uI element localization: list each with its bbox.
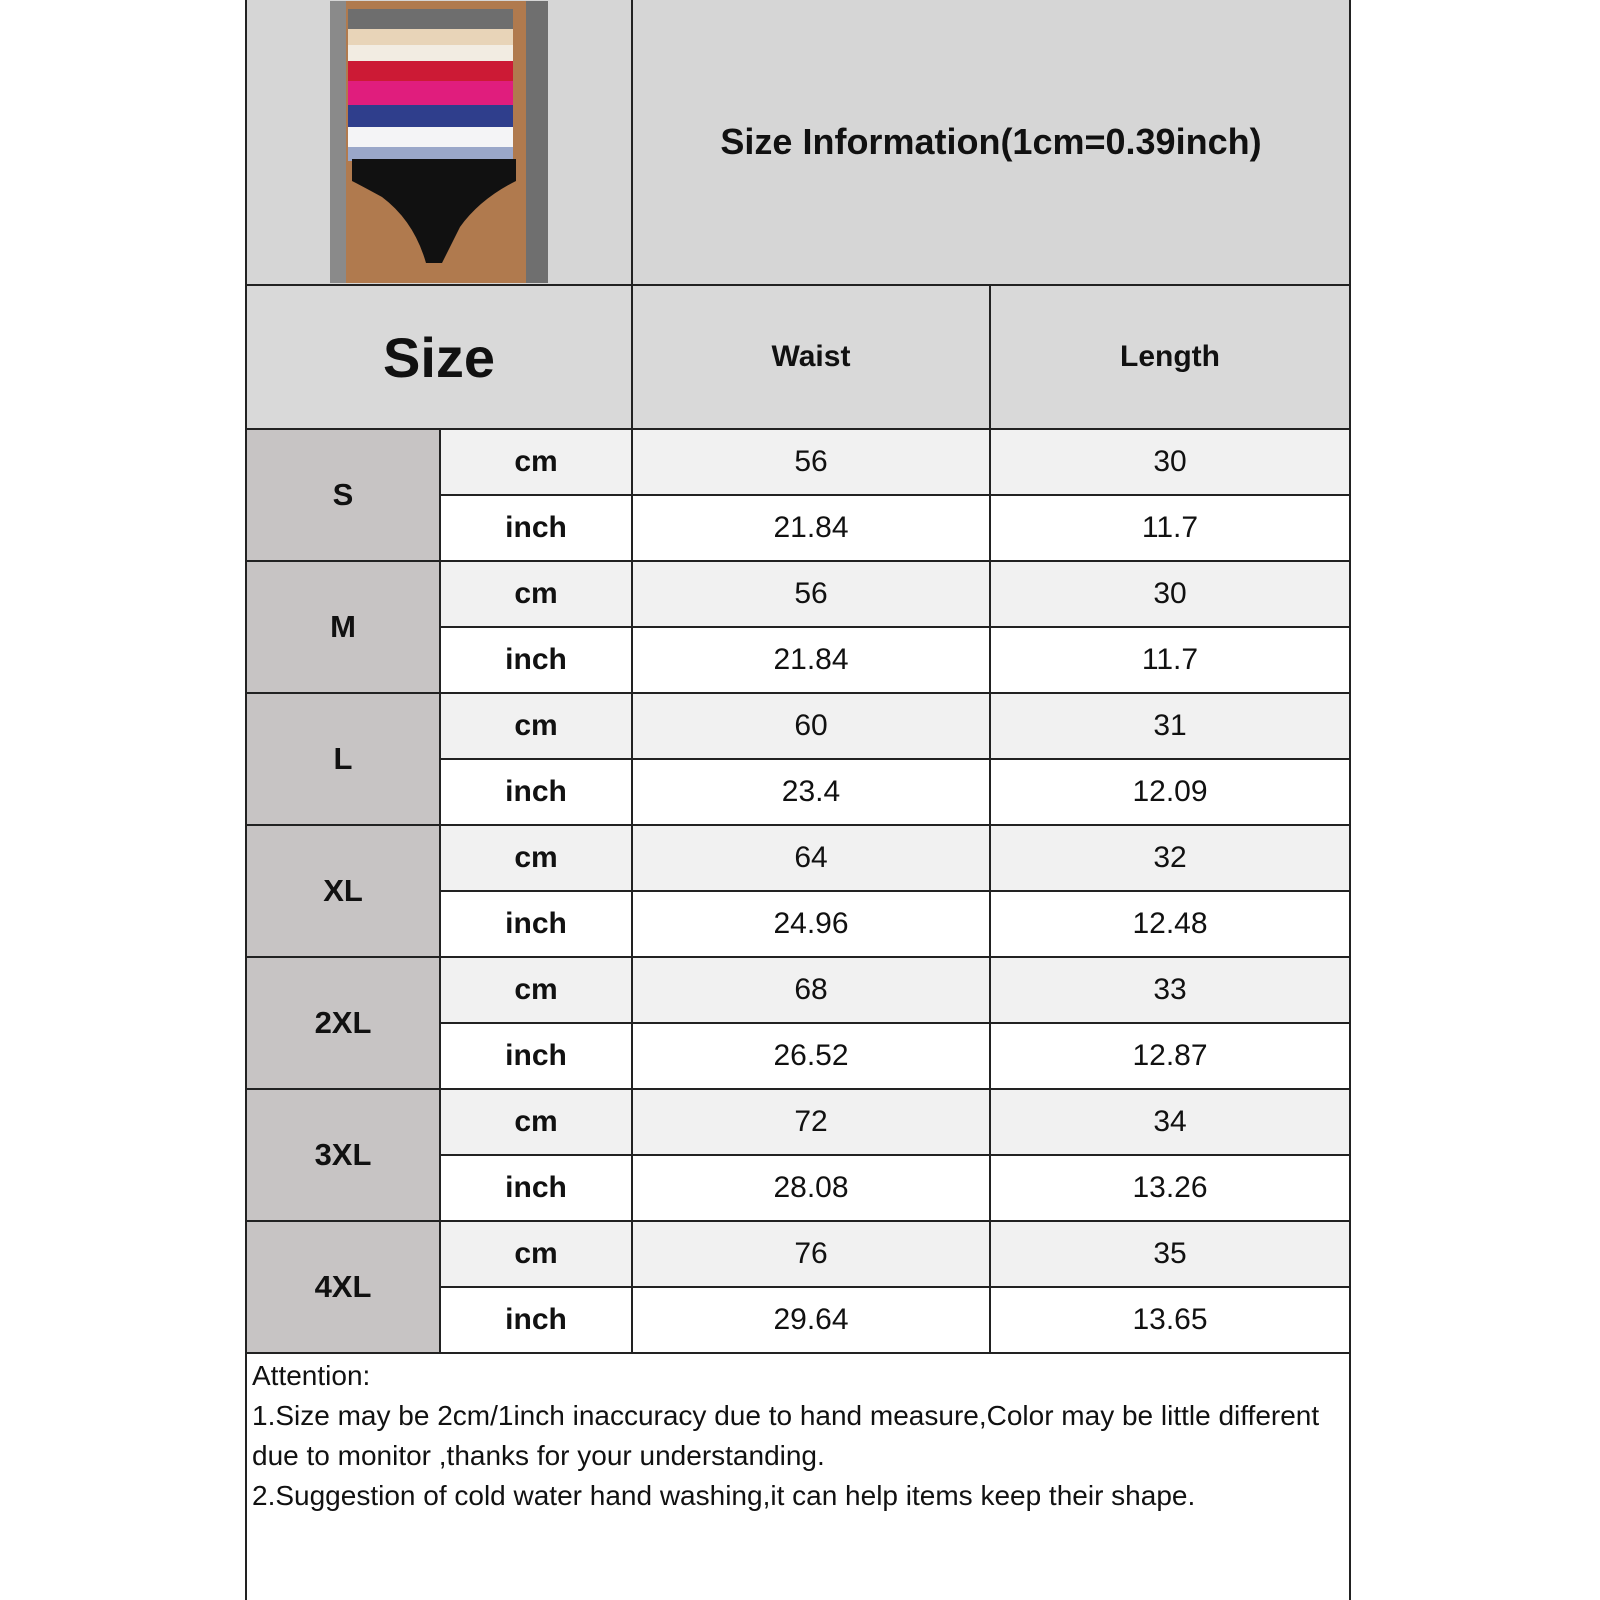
waist-header-label: Waist bbox=[771, 340, 851, 373]
length-cell: 11.7 bbox=[991, 496, 1349, 562]
table-row bbox=[441, 562, 1349, 628]
length-cell: 12.09 bbox=[991, 760, 1349, 826]
length-cell: 31 bbox=[991, 694, 1349, 760]
table-row bbox=[441, 1156, 1349, 1222]
table-row bbox=[441, 1024, 1349, 1090]
waist-cell: 56 bbox=[633, 430, 991, 496]
unit-cell: inch bbox=[441, 496, 633, 562]
table-row bbox=[441, 1222, 1349, 1288]
length-cell: 33 bbox=[991, 958, 1349, 1024]
table-row bbox=[441, 760, 1349, 826]
notes-heading: Attention: bbox=[252, 1360, 371, 1391]
title-cell bbox=[633, 0, 1349, 286]
unit-cell: inch bbox=[441, 892, 633, 958]
unit-cell: inch bbox=[441, 760, 633, 826]
waist-cell: 28.08 bbox=[633, 1156, 991, 1222]
length-header bbox=[991, 286, 1349, 430]
waist-cell: 26.52 bbox=[633, 1024, 991, 1090]
size-label: 3XL bbox=[247, 1090, 441, 1222]
length-cell: 30 bbox=[991, 430, 1349, 496]
size-group-3xl bbox=[247, 1090, 1349, 1222]
size-group-s bbox=[247, 430, 1349, 562]
table-row bbox=[441, 694, 1349, 760]
waist-header bbox=[633, 286, 991, 430]
unit-cell: cm bbox=[441, 1090, 633, 1156]
unit-cell: inch bbox=[441, 1288, 633, 1354]
size-chart bbox=[245, 0, 1351, 1600]
size-group-m bbox=[247, 562, 1349, 694]
waist-cell: 64 bbox=[633, 826, 991, 892]
product-photo bbox=[330, 1, 548, 283]
waist-cell: 60 bbox=[633, 694, 991, 760]
table-row bbox=[441, 1090, 1349, 1156]
size-group-2xl bbox=[247, 958, 1349, 1090]
size-label: 4XL bbox=[247, 1222, 441, 1354]
table-row bbox=[441, 1288, 1349, 1354]
chart-title: Size Information(1cm=0.39inch) bbox=[720, 121, 1262, 162]
unit-cell: cm bbox=[441, 1222, 633, 1288]
size-group-l bbox=[247, 694, 1349, 826]
waist-cell: 24.96 bbox=[633, 892, 991, 958]
size-label: L bbox=[247, 694, 441, 826]
unit-cell: cm bbox=[441, 430, 633, 496]
size-label: M bbox=[247, 562, 441, 694]
table-row bbox=[441, 496, 1349, 562]
waist-cell: 56 bbox=[633, 562, 991, 628]
length-cell: 12.87 bbox=[991, 1024, 1349, 1090]
notes-line-1: 1.Size may be 2cm/1inch inaccuracy due to hand measure,Color may be little different due to monitor ,thanks for your understanding. bbox=[252, 1400, 1320, 1471]
waist-cell: 72 bbox=[633, 1090, 991, 1156]
unit-cell: inch bbox=[441, 1024, 633, 1090]
table-row bbox=[441, 958, 1349, 1024]
size-header bbox=[247, 286, 633, 430]
waist-cell: 29.64 bbox=[633, 1288, 991, 1354]
waist-cell: 23.4 bbox=[633, 760, 991, 826]
table-row bbox=[441, 430, 1349, 496]
length-cell: 11.7 bbox=[991, 628, 1349, 694]
size-label: S bbox=[247, 430, 441, 562]
size-header-label: Size bbox=[382, 325, 496, 389]
size-label: XL bbox=[247, 826, 441, 958]
waist-cell: 21.84 bbox=[633, 496, 991, 562]
length-cell: 12.48 bbox=[991, 892, 1349, 958]
unit-cell: cm bbox=[441, 562, 633, 628]
waist-cell: 68 bbox=[633, 958, 991, 1024]
length-cell: 34 bbox=[991, 1090, 1349, 1156]
size-label: 2XL bbox=[247, 958, 441, 1090]
unit-cell: cm bbox=[441, 694, 633, 760]
table-row bbox=[441, 892, 1349, 958]
size-group-4xl bbox=[247, 1222, 1349, 1354]
length-cell: 32 bbox=[991, 826, 1349, 892]
unit-cell: cm bbox=[441, 958, 633, 1024]
table-row bbox=[441, 628, 1349, 694]
size-rows bbox=[247, 430, 1349, 1354]
length-cell: 13.26 bbox=[991, 1156, 1349, 1222]
length-cell: 30 bbox=[991, 562, 1349, 628]
waist-cell: 76 bbox=[633, 1222, 991, 1288]
size-group-xl bbox=[247, 826, 1349, 958]
table-row bbox=[441, 826, 1349, 892]
length-cell: 13.65 bbox=[991, 1288, 1349, 1354]
unit-cell: inch bbox=[441, 628, 633, 694]
length-cell: 35 bbox=[991, 1222, 1349, 1288]
notes-line-2: 2.Suggestion of cold water hand washing,it can help items keep their shape. bbox=[252, 1480, 1196, 1511]
waist-cell: 21.84 bbox=[633, 628, 991, 694]
unit-cell: inch bbox=[441, 1156, 633, 1222]
length-header-label: Length bbox=[1120, 340, 1220, 373]
product-photo-cell bbox=[247, 0, 633, 286]
unit-cell: cm bbox=[441, 826, 633, 892]
attention-notes bbox=[252, 1356, 1342, 1516]
